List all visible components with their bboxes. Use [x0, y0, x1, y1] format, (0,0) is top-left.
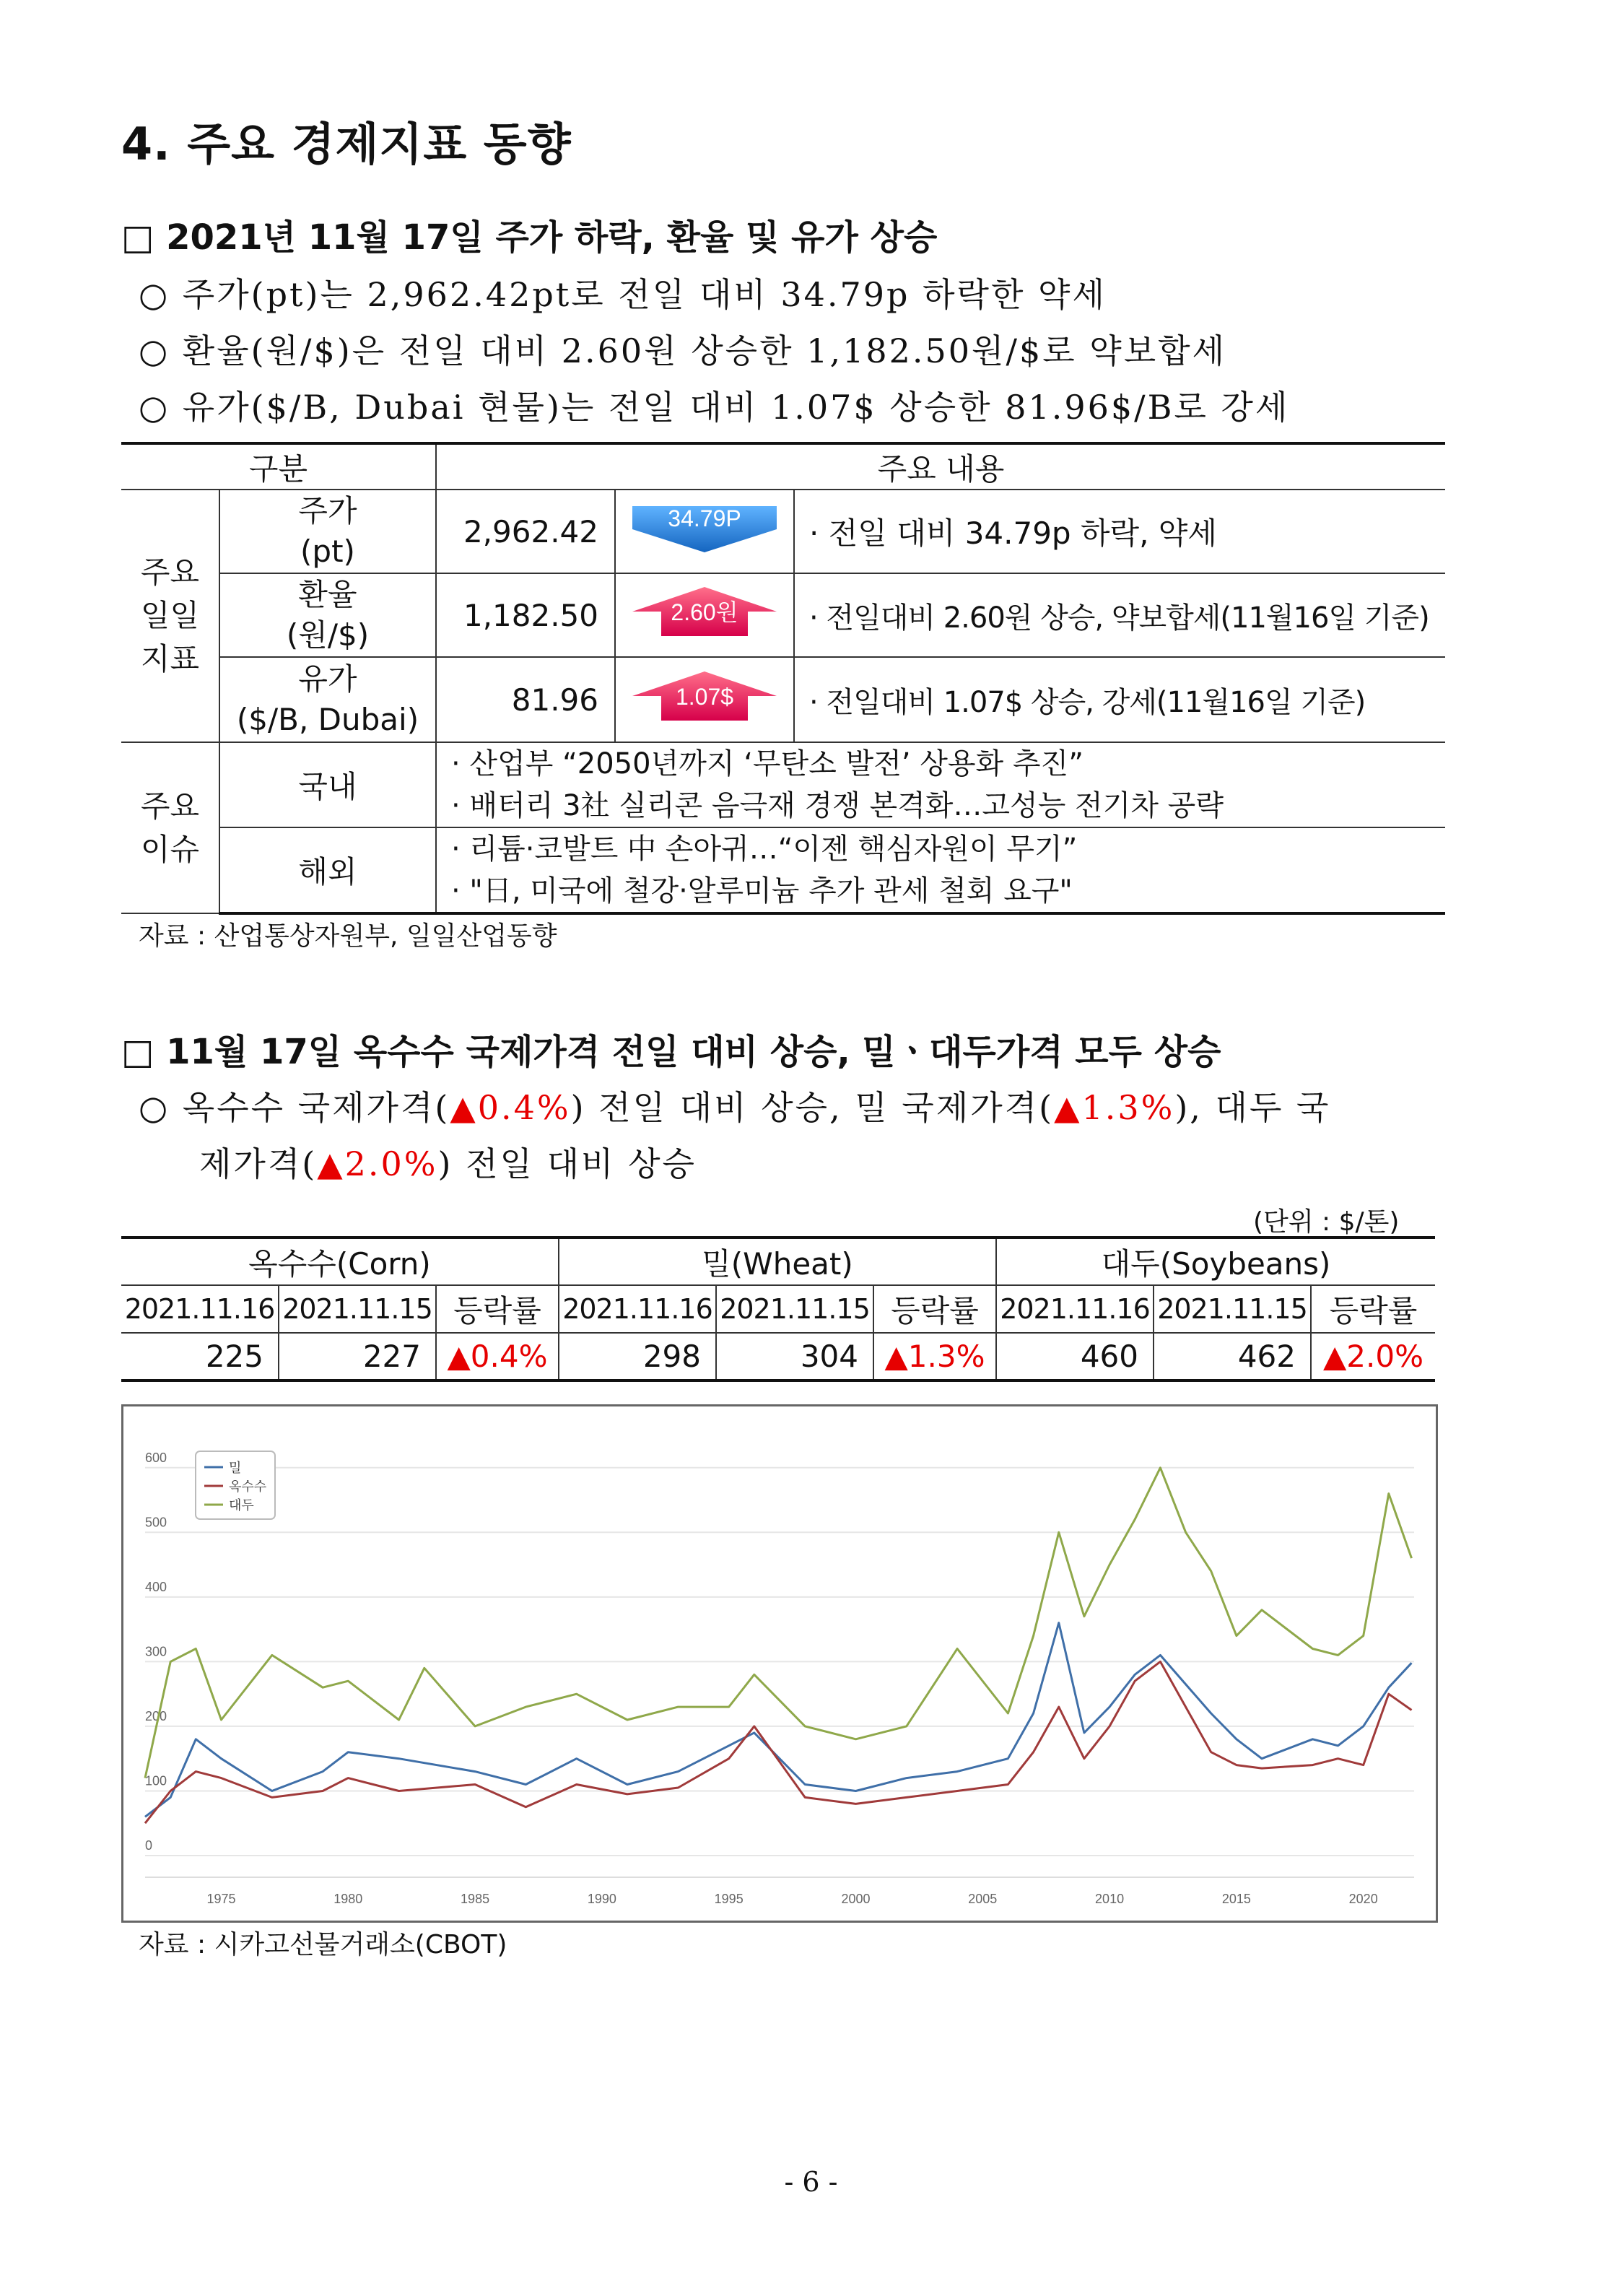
group-corn: 옥수수(Corn) — [121, 1238, 559, 1285]
grain-price-chart — [121, 1404, 1438, 1923]
daily-indicator-table — [121, 442, 1445, 915]
subhead-date: 2021.11.16 — [559, 1285, 716, 1333]
subhead-date: 2021.11.15 — [279, 1285, 436, 1333]
domestic-label: 국내 — [219, 742, 436, 827]
row-fx-label: 환율 (원/$) — [219, 573, 436, 657]
soy-rate: ▲2.0% — [1311, 1333, 1435, 1380]
group-issue-label: 주요 이슈 — [121, 742, 219, 913]
bullet-text: 제가격( — [199, 1144, 318, 1183]
corn-rate: ▲0.4% — [436, 1333, 559, 1380]
row-oil-label: 유가 ($/B, Dubai) — [219, 657, 436, 742]
soy-1116: 460 — [996, 1333, 1154, 1380]
series-line-0 — [145, 1623, 1412, 1817]
row-stock-badge-cell — [615, 490, 794, 573]
overseas-issue-1: · 리튬·코발트 中 손아귀…“이젠 핵심자원이 무기” — [451, 832, 1078, 866]
series-line-1 — [145, 1661, 1412, 1823]
overseas-issues — [436, 827, 1445, 913]
page-number: - 6 - — [784, 2166, 838, 2198]
y-tick-label: 200 — [145, 1708, 167, 1723]
section2-bullet-line2 — [199, 1138, 697, 1186]
row-stock-label: 주가 (pt) — [219, 490, 436, 573]
y-tick-label: 300 — [145, 1644, 167, 1659]
header-gubun: 구분 — [121, 443, 436, 490]
row-oil-badge-cell — [615, 657, 794, 742]
y-tick-label: 500 — [145, 1515, 167, 1530]
legend-label: 옥수수 — [229, 1479, 267, 1495]
row-stock-value: 2,962.42 — [436, 490, 615, 573]
section1-bullet-3: ○ 유가($/B, Dubai 현물)는 전일 대비 1.07$ 상승한 81.96$/B로 강세 — [139, 388, 1290, 427]
down-arrow-icon — [625, 500, 784, 555]
row-oil-badge: 1.07$ — [675, 684, 734, 710]
domestic-issue-2: · 배터리 3社 실리콘 음극재 경쟁 본격화…고성능 전기차 공략 — [451, 789, 1224, 822]
source-2: 자료 : 시카고선물거래소(CBOT) — [139, 1930, 507, 1960]
y-tick-label: 600 — [145, 1450, 167, 1465]
corn-change: ▲0.4% — [450, 1088, 571, 1127]
section1-bullet-1: ○ 주가(pt)는 2,962.42pt로 전일 대비 34.79p 하락한 약세 — [139, 275, 1107, 314]
chart-svg — [123, 1406, 1436, 1921]
group-soy: 대두(Soybeans) — [996, 1238, 1435, 1285]
x-tick-label: 1985 — [461, 1892, 490, 1906]
x-tick-label: 2015 — [1221, 1892, 1251, 1906]
subhead-change: 등락률 — [1311, 1285, 1435, 1333]
wheat-1115: 304 — [716, 1333, 873, 1380]
bullet-text: ) 전일 대비 상승 — [437, 1144, 697, 1183]
bullet-text: ) 전일 대비 상승, 밀 국제가격( — [570, 1088, 1055, 1127]
group-daily-label: 주요 일일 지표 — [121, 490, 219, 742]
subhead-change: 등락률 — [873, 1285, 996, 1333]
row-fx-badge: 2.60원 — [671, 599, 738, 625]
row-oil-value: 81.96 — [436, 657, 615, 742]
soy-1115: 462 — [1154, 1333, 1311, 1380]
section1-title: □ 2021년 11월 17일 주가 하락, 환율 및 유가 상승 — [121, 217, 938, 258]
x-tick-label: 2005 — [968, 1892, 998, 1906]
bullet-text: ○ 옥수수 국제가격( — [139, 1088, 450, 1127]
unit-label: (단위 : $/톤) — [1253, 1207, 1400, 1237]
y-tick-label: 0 — [145, 1838, 153, 1853]
grain-price-table — [121, 1236, 1435, 1382]
subhead-date: 2021.11.16 — [996, 1285, 1154, 1333]
wheat-change: ▲1.3% — [1054, 1088, 1175, 1127]
row-stock-badge: 34.79P — [668, 505, 741, 531]
overseas-issue-2: · "日, 미국에 철강·알루미늄 추가 관세 철회 요구" — [451, 874, 1073, 908]
row-fx-value: 1,182.50 — [436, 573, 615, 657]
row-oil-desc: · 전일대비 1.07$ 상승, 강세(11월16일 기준) — [794, 657, 1445, 742]
corn-1116: 225 — [121, 1333, 279, 1380]
subhead-date: 2021.11.16 — [121, 1285, 279, 1333]
wheat-1116: 298 — [559, 1333, 716, 1380]
x-tick-label: 2020 — [1348, 1892, 1378, 1906]
subhead-date: 2021.11.15 — [716, 1285, 873, 1333]
x-tick-label: 2000 — [841, 1892, 871, 1906]
legend-label: 밀 — [229, 1461, 242, 1476]
legend-label: 대두 — [229, 1498, 254, 1513]
row-fx-badge-cell — [615, 573, 794, 657]
subhead-date: 2021.11.15 — [1154, 1285, 1311, 1333]
up-arrow-icon — [625, 584, 784, 639]
domestic-issues — [436, 742, 1445, 827]
y-tick-label: 400 — [145, 1579, 167, 1594]
up-arrow-icon — [625, 669, 784, 723]
domestic-issue-1: · 산업부 “2050년까지 ‘무탄소 발전’ 상용화 추진” — [451, 747, 1083, 780]
source-1: 자료 : 산업통상자원부, 일일산업동향 — [139, 921, 557, 951]
bullet-text: ), 대두 국 — [1174, 1088, 1331, 1127]
overseas-label: 해외 — [219, 827, 436, 913]
section2-bullet-line1 — [139, 1082, 1330, 1129]
page-heading: 4. 주요 경제지표 동향 — [121, 118, 572, 170]
section1-bullet-2: ○ 환율(원/$)은 전일 대비 2.60원 상승한 1,182.50원/$로 약보합세 — [139, 331, 1227, 370]
header-content: 주요 내용 — [436, 443, 1445, 490]
row-stock-desc: · 전일 대비 34.79p 하락, 약세 — [794, 490, 1445, 573]
soy-change: ▲2.0% — [317, 1144, 438, 1183]
x-tick-label: 1980 — [333, 1892, 363, 1906]
x-tick-label: 1995 — [714, 1892, 744, 1906]
corn-1115: 227 — [279, 1333, 436, 1380]
wheat-rate: ▲1.3% — [873, 1333, 996, 1380]
series-line-2 — [145, 1468, 1412, 1778]
x-tick-label: 1990 — [587, 1892, 616, 1906]
x-tick-label: 2010 — [1095, 1892, 1125, 1906]
row-fx-desc: · 전일대비 2.60원 상승, 약보합세(11월16일 기준) — [794, 573, 1445, 657]
subhead-change: 등락률 — [436, 1285, 559, 1333]
group-wheat: 밀(Wheat) — [559, 1238, 996, 1285]
section2-title: □ 11월 17일 옥수수 국제가격 전일 대비 상승, 밀ㆍ대두가격 모두 상승 — [121, 1032, 1221, 1072]
x-tick-label: 1975 — [206, 1892, 236, 1906]
y-tick-label: 100 — [145, 1773, 167, 1788]
